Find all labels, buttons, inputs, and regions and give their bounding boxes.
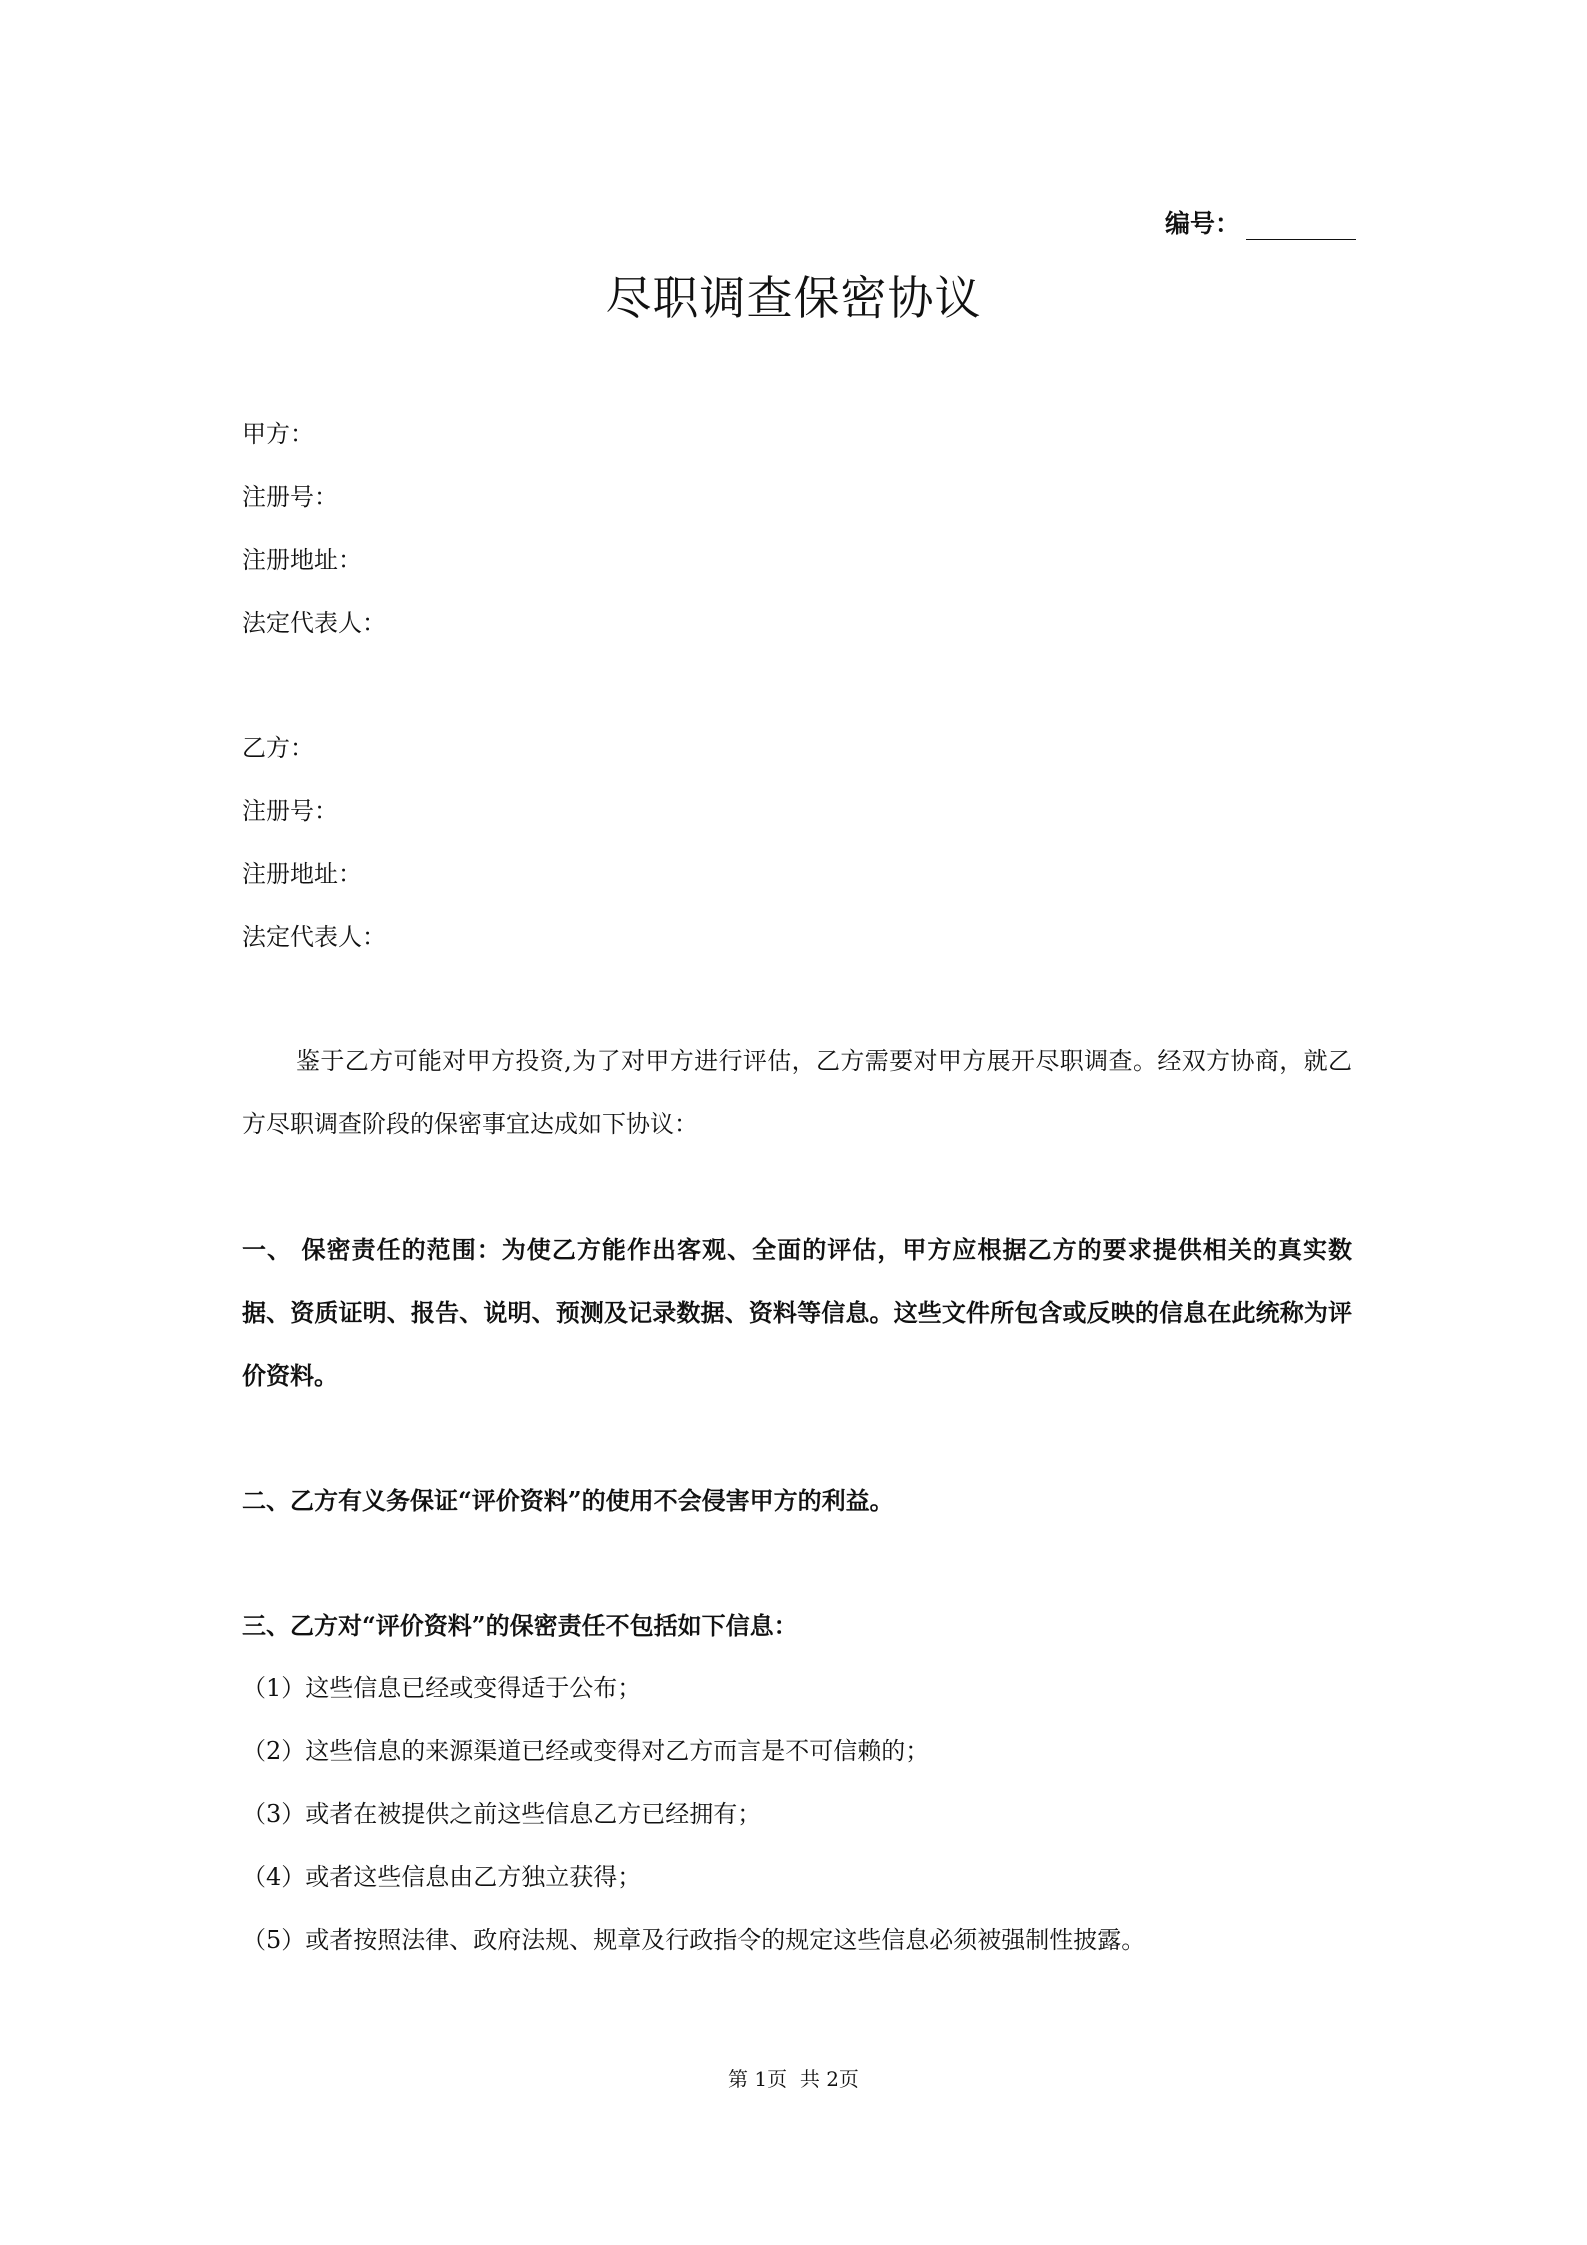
party-b-reg-no-label: 注册号：: [242, 797, 338, 825]
party-b-rep-label: 法定代表人：: [242, 923, 386, 951]
party-b-address-label: 注册地址：: [242, 860, 362, 888]
party-a-address-label: 注册地址：: [242, 546, 362, 574]
document-number-blank: [1246, 215, 1356, 240]
party-b-name-label: 乙方：: [242, 734, 314, 762]
exclusion-item: （4）或者这些信息由乙方独立获得；: [242, 1863, 642, 1891]
party-a-reg-no-label: 注册号：: [242, 483, 338, 511]
document-number: [1165, 208, 1356, 240]
exclusion-item: （1）这些信息已经或变得适于公布；: [242, 1674, 642, 1702]
document-number-label: 编号：: [1165, 209, 1241, 238]
page-footer: 第 1页 共 2页: [728, 2067, 859, 2091]
exclusion-item: （5）或者按照法律、政府法规、规章及行政指令的规定这些信息必须被强制性披露。: [242, 1926, 1146, 1954]
document-title: 尽职调查保密协议: [605, 271, 982, 325]
party-a-rep-label: 法定代表人：: [242, 609, 386, 637]
clause-three: 三、乙方对“评价资料”的保密责任不包括如下信息：: [242, 1611, 798, 1640]
party-a-name-label: 甲方：: [242, 420, 314, 448]
preamble-paragraph: 鉴于乙方可能对甲方投资,为了对甲方进行评估，乙方需要对甲方展开尽职调查。经双方协商，就乙方尽职调查阶段的保密事宜达成如下协议：: [242, 1047, 1352, 1138]
clause-two: 二、乙方有义务保证“评价资料”的使用不会侵害甲方的利益。: [242, 1486, 894, 1515]
exclusion-item: （2）这些信息的来源渠道已经或变得对乙方而言是不可信赖的；: [242, 1737, 930, 1765]
clause-one: 一、 保密责任的范围：为使乙方能作出客观、全面的评估，甲方应根据乙方的要求提供相关的真实数据、资质证明、报告、说明、预测及记录数据、资料等信息。这些文件所包含或反映的信息在此统称为评价资料。: [242, 1235, 1352, 1390]
exclusion-item: （3）或者在被提供之前这些信息乙方已经拥有；: [242, 1800, 762, 1828]
